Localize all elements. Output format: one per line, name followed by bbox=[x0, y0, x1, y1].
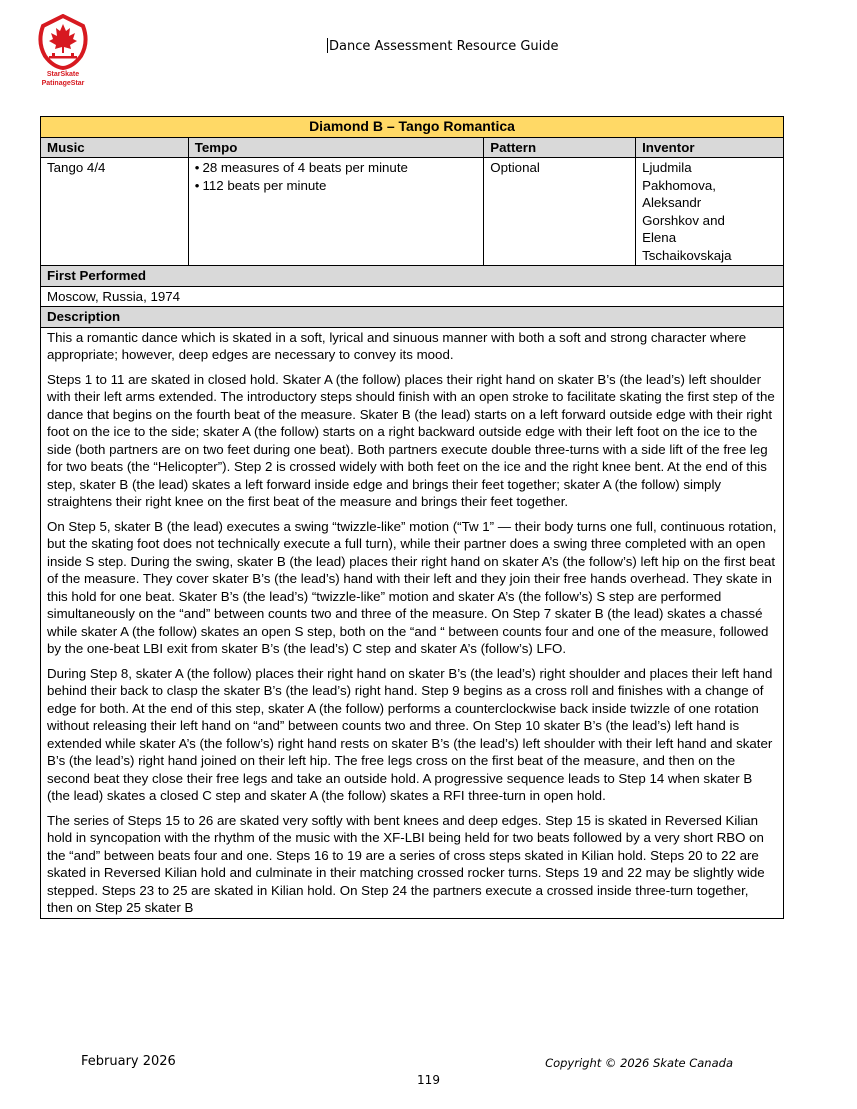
footer-date: February 2026 bbox=[81, 1054, 176, 1069]
inventor-line: Pakhomova, bbox=[642, 177, 716, 193]
inventor-line: Elena bbox=[642, 230, 677, 245]
description-paragraph: On Step 5, skater B (the lead) executes a swing “twizzle-like” motion (“Tw 1” — their body turns one full, continuous rotation, but the skating foot does not technically execute a full turn), while their partner does a swing three completed with an open inside S step. During the swing, skater B (the lead) places their right hand on skater A’s (the follow’s) left hip on the first beat of the measure. They cover skater B’s (the lead’s) hand with their left and they join their free hands overhead. They skate in this hold for one beat. Skater B’s (the lead’s) “twizzle-like” motion and skater A’s (the follow’s) S step are performed simultaneously on the “and” between counts two and three of the measure. On Step 7 skater B (the lead) skates a chassé while skater A (the follow) skates an open S step, both on the “and “ between counts four and one of the measure, followed by the one-beat LBI exit from skater B’s (the lead’s) C step and skater A’s (follow’s) LFO. bbox=[47, 518, 777, 656]
pattern-value: Optional bbox=[484, 158, 636, 266]
document-title bbox=[327, 38, 559, 54]
inventor-line: Tschaikovskaja bbox=[642, 247, 732, 263]
column-header-row bbox=[41, 137, 784, 158]
dance-info-table bbox=[40, 116, 784, 919]
tempo-value bbox=[188, 158, 484, 266]
inventor-line: Aleksandr bbox=[642, 195, 702, 210]
inventor-line: Gorshkov and bbox=[642, 212, 725, 228]
maple-leaf-logo-icon bbox=[35, 14, 91, 70]
footer-copyright: Copyright © 2026 Skate Canada bbox=[545, 1056, 733, 1070]
page-number: 119 bbox=[417, 1073, 440, 1087]
description-paragraph: This a romantic dance which is skated in a soft, lyrical and sinuous manner with both a soft and strong character where appropriate; however, deep edges are necessary to convey its mood. bbox=[47, 329, 747, 362]
description-paragraph: Steps 1 to 11 are skated in closed hold. Skater A (the follow) places their right hand on skater B’s (the lead’s) left shoulder with their left arms extended. The introductory steps should finish with an open stroke to facilitate skating the first step of the dance that begins on the fourth beat of the measure. Skater B (the lead) starts on a left forward outside edge with their right foot on the ice to the side; skater A (the follow) starts on a right backward outside edge with their left foot on the ice to the side (both partners are on two feet during one beat). Both partners execute double three-turns with a side lift of the free leg for two beats (the “Helicopter”). Step 2 is crossed widely with both feet on the ice and the right knee bent. At the end of this step, skater B (the lead) skates a left forward inside edge and brings their feet together; skater A (the follow) simply straightens their right knee on the first beat of the measure and brings their feet together. bbox=[47, 371, 775, 509]
inventor-line: Ljudmila bbox=[642, 160, 692, 175]
logo-text-patinagestar: PatinageStar bbox=[41, 80, 85, 87]
logo-text-starskate: StarSkate bbox=[46, 71, 80, 78]
column-header-tempo: Tempo bbox=[188, 137, 484, 158]
column-header-music: Music bbox=[41, 137, 189, 158]
description-paragraph: During Step 8, skater A (the follow) places their right hand on skater B’s (the lead’s) right shoulder and places their left hand behind their back to clasp the skater B’s (the lead’s) right hand. Step 9 begins as a cross roll and finishes with a change of edge for both. At the end of this step, skater A (the follow) performs a counterclockwise back inside twizzle of one rotation without releasing their left hand on “and” between counts two and three. On Step 10 skater B’s (the lead’s) left hand is extended while skater A’s (the follow’s) right hand rests on skater B’s (the lead’s) left shoulder with their left hand and skater B’s (the lead’s) right hand joined on their left hip. The free legs cross on the first beat of the measure, and then on the second beat they close their free legs and take an outside hold. A progressive sequence leads to Step 14 when skater B (the lead) skates a closed C step and skater A (the follow) skates a RFI three-turn in open hold. bbox=[47, 665, 773, 803]
column-header-inventor: Inventor bbox=[636, 137, 784, 158]
document-title-text: Dance Assessment Resource Guide bbox=[329, 39, 559, 54]
first-performed-value: Moscow, Russia, 1974 bbox=[41, 286, 784, 307]
dance-title: Diamond B – Tango Romantica bbox=[41, 117, 784, 138]
text-cursor bbox=[327, 38, 328, 53]
music-value: Tango 4/4 bbox=[41, 158, 189, 266]
description-header: Description bbox=[41, 307, 784, 328]
first-performed-header: First Performed bbox=[41, 266, 784, 287]
column-header-pattern: Pattern bbox=[484, 137, 636, 158]
tempo-item: • 112 beats per minute bbox=[195, 177, 478, 195]
description-body bbox=[41, 327, 784, 918]
inventor-value bbox=[636, 158, 784, 266]
starskate-logo bbox=[28, 14, 98, 90]
description-paragraph: The series of Steps 15 to 26 are skated very softly with bent knees and deep edges. Step 15 is skated in Reversed Kilian hold in syncopation with the rhythm of the music with the XF-LBI being held for two beats followed by a very short RBO on the “and” between beats four and one. Steps 16 to 19 are a series of cross steps skated in Kilian hold. Steps 20 to 22 are skated in Reversed Kilian hold and culminate in their matching crossed rocker turns. Steps 19 and 22 may be slightly wide stepped. Steps 23 to 25 are skated in Kilian hold. On Step 24 the partners execute a crossed inside three-turn together, then on Step 25 skater B bbox=[47, 812, 765, 915]
dance-details-row bbox=[41, 158, 784, 266]
tempo-item: • 28 measures of 4 beats per minute bbox=[195, 159, 478, 177]
